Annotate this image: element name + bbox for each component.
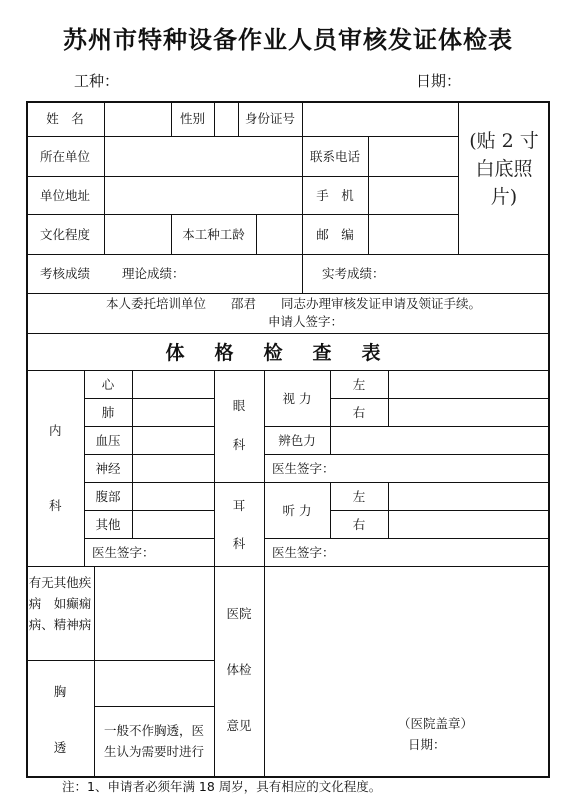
internal-medicine-label-bottom: 科: [49, 498, 62, 513]
internal-medicine-label-top: 内: [49, 423, 62, 438]
hospital-label: 医院: [226, 606, 252, 621]
hearing-right-label: 右: [352, 517, 366, 532]
vision-left-label: 左: [352, 377, 366, 392]
consent-text: 本人委托培训单位 邵君 同志办理审核发证申请及领证手续。: [106, 296, 482, 311]
postcode-label: 邮 编: [316, 227, 354, 242]
years-in-trade-label: 本工种工龄: [182, 227, 245, 242]
eye-label-bottom: 科: [232, 437, 246, 452]
hospital-seal-label: （医院盖章）: [398, 716, 474, 731]
abdomen-label: 腹部: [95, 489, 121, 504]
opinion-label: 意见: [226, 718, 252, 733]
date-label: 日期：: [416, 72, 462, 90]
applicant-signature-label: 申请人签字：: [268, 314, 344, 329]
chest-xray-label-bottom: 透: [53, 740, 67, 755]
other-label: 其他: [95, 517, 121, 532]
photo-placeholder: (贴 2 寸 白底照 片): [469, 130, 539, 208]
practical-score-label: 实考成绩：: [322, 266, 385, 281]
hospital-date-label: 日期：: [408, 737, 446, 752]
hearing-left-label: 左: [352, 489, 366, 504]
internal-doctor-signature-label: 医生签字：: [92, 545, 155, 560]
chest-xray-label-top: 胸: [53, 684, 67, 699]
phone-label: 联系电话: [309, 149, 360, 164]
theory-score-label: 理论成绩：: [122, 266, 185, 281]
lung-label: 肺: [101, 405, 115, 420]
form-title: 苏州市特种设备作业人员审核发证体检表: [63, 25, 513, 54]
work-type-label: 工种：: [74, 72, 120, 90]
exam-label: 体检: [226, 662, 252, 677]
ear-doctor-signature-label: 医生签字：: [272, 545, 335, 560]
workplace-label: 所在单位: [40, 149, 91, 164]
mobile-label: 手 机: [316, 188, 354, 203]
nerve-label: 神经: [95, 461, 121, 476]
heart-label: 心: [101, 377, 115, 392]
ear-label-top: 耳: [232, 498, 246, 513]
gender-label: 性别: [179, 111, 205, 126]
medical-history-label: 有无其他疾病 如癫痫病、精神病: [28, 575, 92, 632]
education-label: 文化程度: [40, 227, 91, 242]
footnote: 注：1、申请者必须年满 18 周岁，具有相应的文化程度。: [62, 779, 382, 794]
ear-label-bottom: 科: [232, 536, 246, 551]
id-number-label: 身份证号: [244, 111, 295, 126]
hearing-label: 听 力: [282, 503, 312, 518]
chest-xray-note: 一般不作胸透，医生认为需要时进行: [103, 723, 204, 759]
color-vision-label: 辨色力: [278, 433, 316, 448]
blood-pressure-label: 血压: [95, 433, 121, 448]
exam-results-label: 考核成绩: [40, 266, 91, 281]
name-label: 姓 名: [46, 111, 84, 126]
vision-right-label: 右: [352, 405, 366, 420]
vision-label: 视 力: [282, 391, 312, 406]
section-title: 体格检查表: [165, 342, 411, 364]
eye-doctor-signature-label: 医生签字：: [272, 461, 335, 476]
address-label: 单位地址: [40, 188, 91, 203]
eye-label-top: 眼: [232, 398, 246, 413]
